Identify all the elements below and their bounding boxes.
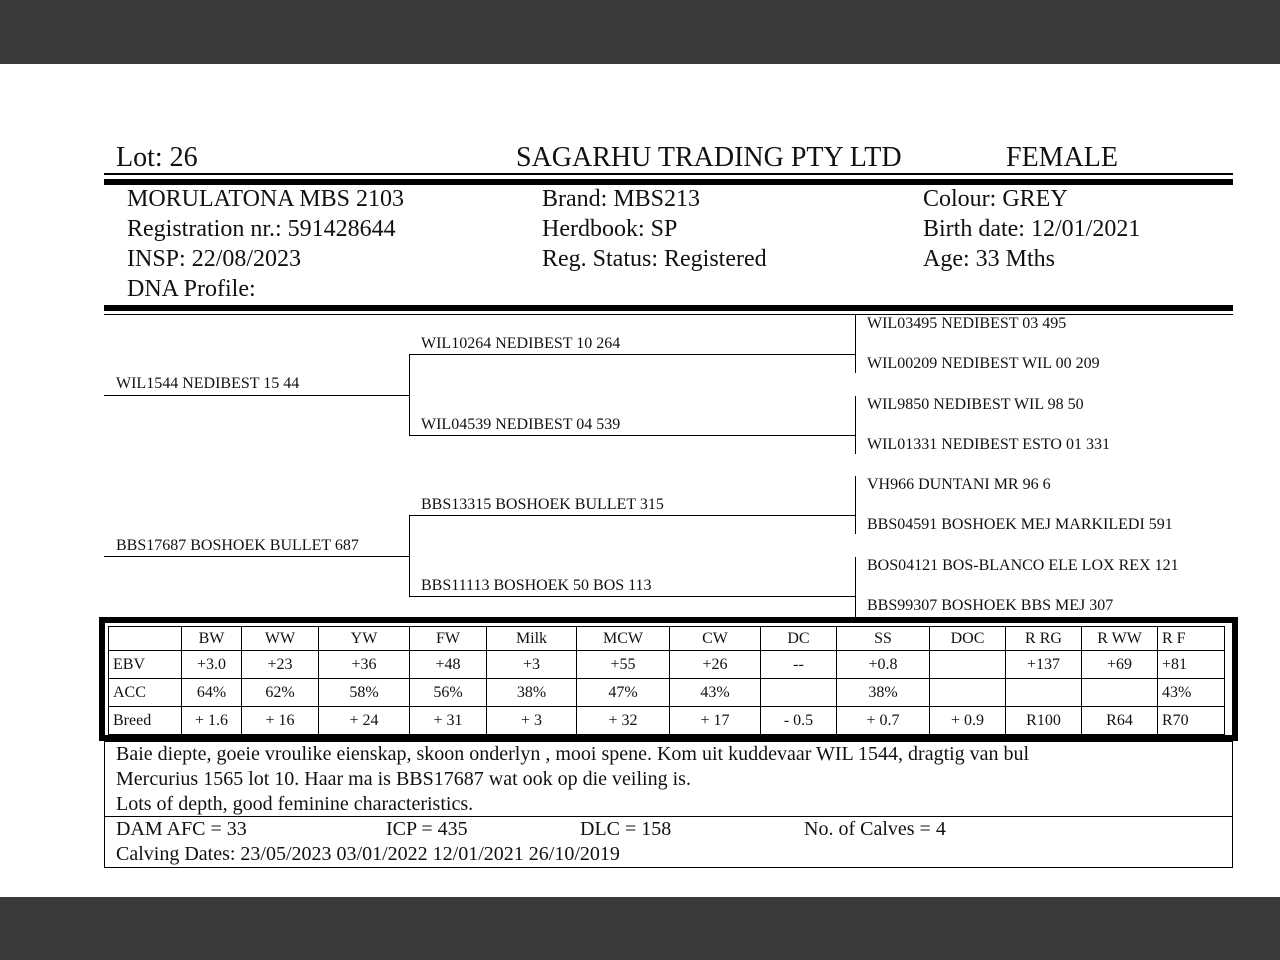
ebv-cell: + 16	[242, 707, 319, 735]
ebv-cell: +0.8	[837, 651, 930, 679]
ebv-header-cell: R RG	[1006, 627, 1082, 651]
pedigree-dam-sire: BBS13315 BOSHOEK BULLET 315	[421, 496, 664, 513]
ebv-cell	[930, 651, 1006, 679]
ebv-cell: +48	[410, 651, 487, 679]
ebv-header-cell: YW	[319, 627, 410, 651]
pedigree-gg-7: BOS04121 BOS-BLANCO ELE LOX REX 121	[867, 557, 1179, 574]
top-dark-bar	[0, 0, 1280, 64]
ebv-cell: +3.0	[182, 651, 242, 679]
dam-stats-box	[104, 817, 1233, 868]
ebv-cell: 47%	[577, 679, 670, 707]
ebv-cell: + 32	[577, 707, 670, 735]
title-rule-thick	[104, 179, 1233, 185]
ebv-cell: +23	[242, 651, 319, 679]
dam-line	[104, 556, 410, 557]
ebv-cell: 38%	[487, 679, 577, 707]
ebv-cell: 43%	[1158, 679, 1225, 707]
herdbook: Herdbook: SP	[542, 216, 678, 242]
gg-bracket-1	[855, 315, 856, 373]
ebv-cell: 43%	[670, 679, 761, 707]
ebv-header-cell: R WW	[1082, 627, 1158, 651]
ebv-cell: + 24	[319, 707, 410, 735]
registration-number: Registration nr.: 591428644	[127, 216, 396, 242]
acc-row	[109, 679, 1225, 707]
ebv-header-cell: WW	[242, 627, 319, 651]
pedigree-gg-8: BBS99307 BOSHOEK BBS MEJ 307	[867, 597, 1114, 614]
ebv-cell: + 1.6	[182, 707, 242, 735]
ebv-cell: 56%	[410, 679, 487, 707]
ebv-cell: 64%	[182, 679, 242, 707]
pedigree-dam: BBS17687 BOSHOEK BULLET 687	[116, 537, 359, 554]
ebv-header-cell: Milk	[487, 627, 577, 651]
gg-bracket-3	[855, 476, 856, 534]
pedigree-gg-2: WIL00209 NEDIBEST WIL 00 209	[867, 355, 1100, 372]
comment-line-2: Mercurius 1565 lot 10. Haar ma is BBS17687 wat ook op die veiling is.	[116, 768, 691, 790]
sire-line	[104, 395, 410, 396]
comments-box	[104, 741, 1233, 817]
ebv-cell: +36	[319, 651, 410, 679]
ebv-cell: --	[761, 651, 837, 679]
ebv-cell: +137	[1006, 651, 1082, 679]
ebv-row-label: Breed	[109, 707, 182, 735]
brand: Brand: MBS213	[542, 186, 701, 212]
ebv-header-cell: DC	[761, 627, 837, 651]
ebv-row-label: ACC	[109, 679, 182, 707]
ebv-cell: + 31	[410, 707, 487, 735]
ebv-table	[108, 626, 1225, 735]
ebv-cell	[930, 679, 1006, 707]
ebv-cell	[1006, 679, 1082, 707]
ebv-cell: 58%	[319, 679, 410, 707]
comment-line-1: Baie diepte, goeie vroulike eienskap, skoon onderlyn , mooi spene. Kom uit kuddevaar WIL 1544, dragtig van bul	[116, 743, 1030, 765]
pedigree-sire-dam: WIL04539 NEDIBEST 04 539	[421, 416, 621, 433]
ebv-cell: +69	[1082, 651, 1158, 679]
pedigree-gg-3: WIL9850 NEDIBEST WIL 98 50	[867, 396, 1084, 413]
ebv-header-cell	[109, 627, 182, 651]
bottom-dark-bar	[0, 897, 1280, 960]
dam-dam-line	[409, 596, 856, 597]
ebv-cell: +26	[670, 651, 761, 679]
ebv-row	[109, 651, 1225, 679]
ebv-cell: + 0.7	[837, 707, 930, 735]
pedigree-gg-4: WIL01331 NEDIBEST ESTO 01 331	[867, 436, 1110, 453]
gg-bracket-4	[855, 557, 856, 617]
ebv-row-label: EBV	[109, 651, 182, 679]
ebv-cell	[1082, 679, 1158, 707]
ebv-cell: 38%	[837, 679, 930, 707]
birth-date: Birth date: 12/01/2021	[923, 216, 1141, 242]
reg-status: Reg. Status: Registered	[542, 246, 767, 272]
dam-afc: DAM AFC = 33	[116, 818, 247, 840]
sire-bracket	[409, 354, 410, 436]
breed-row	[109, 707, 1225, 735]
ebv-cell: + 3	[487, 707, 577, 735]
ebv-cell: R100	[1006, 707, 1082, 735]
ebv-header-row	[109, 627, 1225, 651]
seller-name: SAGARHU TRADING PTY LTD	[516, 142, 902, 173]
comment-line-3: Lots of depth, good feminine characteristics.	[116, 793, 474, 815]
ebv-cell: +3	[487, 651, 577, 679]
ebv-header-cell: FW	[410, 627, 487, 651]
dna-profile: DNA Profile:	[127, 276, 256, 302]
number-of-calves: No. of Calves = 4	[804, 818, 946, 840]
ebv-cell: 62%	[242, 679, 319, 707]
details-rule-thick	[104, 305, 1233, 311]
age: Age: 33 Mths	[923, 246, 1055, 272]
dlc: DLC = 158	[580, 818, 672, 840]
animal-sex: FEMALE	[1006, 142, 1118, 173]
ebv-cell: + 0.9	[930, 707, 1006, 735]
colour: Colour: GREY	[923, 186, 1068, 212]
gg-bracket-2	[855, 396, 856, 454]
pedigree-gg-6: BBS04591 BOSHOEK MEJ MARKILEDI 591	[867, 516, 1173, 533]
dam-bracket	[409, 515, 410, 597]
calving-dates: Calving Dates: 23/05/2023 03/01/2022 12/01/2021 26/10/2019	[116, 843, 620, 865]
ebv-header-cell: DOC	[930, 627, 1006, 651]
ebv-cell: R64	[1082, 707, 1158, 735]
title-rule-thin	[104, 173, 1233, 175]
ebv-cell	[761, 679, 837, 707]
inspection-date: INSP: 22/08/2023	[127, 246, 302, 272]
pedigree-sire: WIL1544 NEDIBEST 15 44	[116, 375, 300, 392]
sire-sire-line	[409, 354, 856, 355]
dam-sire-line	[409, 515, 856, 516]
ebv-cell: - 0.5	[761, 707, 837, 735]
ebv-cell: R70	[1158, 707, 1225, 735]
lot-number: Lot: 26	[116, 142, 198, 173]
ebv-header-cell: SS	[837, 627, 930, 651]
ebv-header-cell: R F	[1158, 627, 1225, 651]
ebv-header-cell: BW	[182, 627, 242, 651]
pedigree-gg-1: WIL03495 NEDIBEST 03 495	[867, 315, 1067, 332]
ebv-cell: +55	[577, 651, 670, 679]
pedigree-dam-dam: BBS11113 BOSHOEK 50 BOS 113	[421, 577, 652, 594]
ebv-header-cell: MCW	[577, 627, 670, 651]
pedigree-sire-sire: WIL10264 NEDIBEST 10 264	[421, 335, 621, 352]
animal-name: MORULATONA MBS 2103	[127, 186, 404, 212]
sire-dam-line	[409, 435, 856, 436]
ebv-header-cell: CW	[670, 627, 761, 651]
ebv-cell: + 17	[670, 707, 761, 735]
ebv-cell: +81	[1158, 651, 1225, 679]
icp: ICP = 435	[386, 818, 468, 840]
pedigree-gg-5: VH966 DUNTANI MR 96 6	[867, 476, 1051, 493]
